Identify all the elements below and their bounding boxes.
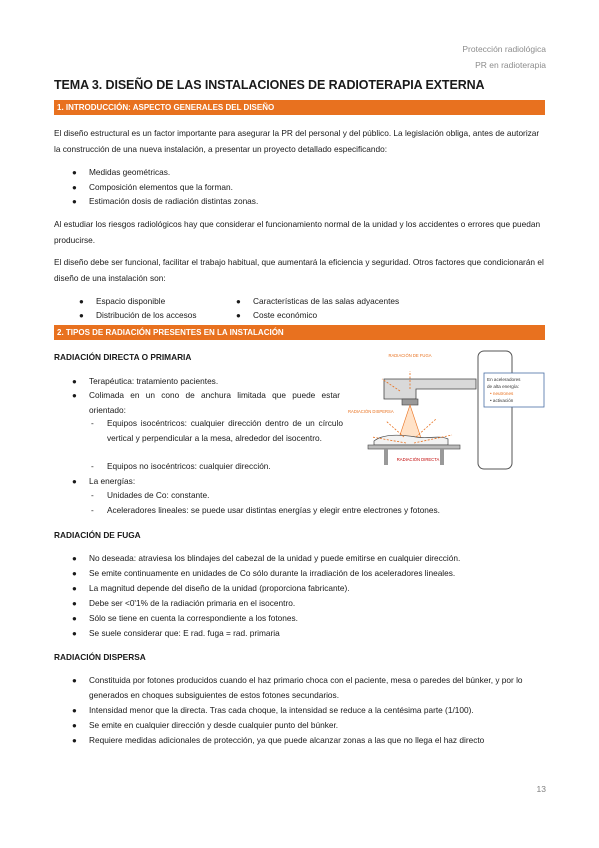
bullet-icon: ● [79,311,84,320]
section-heading-introduccion: 1. INTRODUCCIÓN: ASPECTO GENERALES DEL DISEÑO [54,100,545,115]
sub-list-item: - Equipos isocéntricos: cualquier dirección dentro de un círculo vertical y perpendicular a la mesa, alrededor del isocentro. [91,418,343,443]
bullet-icon: ● [72,599,77,608]
gantry-outline [478,351,512,469]
sub-list-item: - Unidades de Co: constante. [91,490,210,500]
list-item: ● Se emite continuamente en unidades de Co sólo durante la irradiación de los aceleradores lineales. [89,566,455,581]
bullet-icon: ● [72,554,77,563]
list-item: ● Intensidad menor que la directa. Tras cada choque, la intensidad se reduce a la centésima parte (1/100). [89,703,474,718]
info-box-line: • neutrones [490,391,514,396]
page-number: 13 [536,784,546,794]
bullet-icon: ● [79,297,84,306]
subheading-radiacion-fuga: RADIACIÓN DE FUGA [54,530,141,540]
section-heading-tipos-radiacion: 2. TIPOS DE RADIACIÓN PRESENTES EN LA INSTALACIÓN [54,325,545,340]
bullet-icon: ● [72,477,77,486]
list-item: ● La magnitud depende del diseño de la unidad (proporciona fabricante). [89,581,350,596]
subheading-radiacion-dispersa: RADIACIÓN DISPERSA [54,652,146,662]
bullet-icon: ● [72,706,77,715]
couch-leg [384,449,388,465]
info-box-line: de alta energía: [487,384,519,389]
list-item: ● Composición elementos que la forman. [89,180,233,195]
list-item: ● Sólo se tiene en cuenta la correspondiente a los fotones. [89,611,298,626]
info-box-line: En aceleradores [487,377,521,382]
treatment-head [384,379,476,399]
label-fuga: RADIACIÓN DE FUGA [388,353,432,358]
couch-leg [440,449,444,465]
running-header-title: Protección radiológica [462,44,546,54]
list-item: ● Terapéutica: tratamiento pacientes. [89,374,339,389]
bullet-icon: ● [72,569,77,578]
page-title: TEMA 3. DISEÑO DE LAS INSTALACIONES DE RADIOTERAPIA EXTERNA [54,78,485,92]
risk-paragraph: Al estudiar los riesgos radiológicos hay que considerar el funcionamiento normal de la unidad y los accidentes o errores que puedan producirse. [54,219,541,245]
treatment-couch [368,445,460,449]
list-item: ● Estimación dosis de radiación distintas zonas. [89,194,258,209]
bullet-icon: ● [72,629,77,638]
sub-list-item: - Equipos no isocéntricos: cualquier dirección. [91,461,271,471]
list-item: ● Distribución de los accesos [96,308,197,323]
list-item: ● Medidas geométricas. [89,165,170,180]
list-item: ● Se emite en cualquier dirección y desde cualquier punto del búnker. [89,718,338,733]
bullet-icon: ● [72,614,77,623]
bullet-icon: ● [72,391,77,400]
list-item: ● Debe ser <0'1% de la radiación primaria en el isocentro. [89,596,295,611]
running-header-subtitle: PR en radioterapia [475,60,546,70]
bullet-icon: ● [236,311,241,320]
patient [374,435,448,445]
radiation-diagram [344,349,549,471]
bullet-icon: ● [72,736,77,745]
list-item: ● No deseada: atraviesa los blindajes del cabezal de la unidad y puede emitirse en cualquier dirección. [89,551,460,566]
list-item: ● Coste económico [253,308,317,323]
list-item: ● Colimada en un cono de anchura limitada que puede estar orientado: [72,390,340,415]
list-item: ● Se suele considerar que: E rad. fuga = rad. primaria [89,626,280,641]
bullet-icon: ● [72,168,77,177]
label-directa: RADIACIÓN DIRECTA [396,457,440,462]
label-dispersa: RADIACIÓN DISPERSA [348,409,394,414]
bullet-icon: ● [72,721,77,730]
list-item: ● Requiere medidas adicionales de protección, ya que puede alcanzar zonas a las que no llega el haz directo [89,733,484,748]
bullet-icon: ● [72,197,77,206]
design-paragraph: El diseño debe ser funcional, facilitar el trabajo habitual, que aumentará la eficiencia y seguridad. Otros factores que condicionarán el diseño de una instalación son: [54,257,544,283]
list-item: ● Espacio disponible [96,294,165,309]
bullet-icon: ● [236,297,241,306]
sub-list-item: - Aceleradores lineales: se puede usar distintas energías y elegir entre electrones y fotones. [91,505,440,515]
bullet-icon: ● [72,377,77,386]
subheading-radiacion-directa: RADIACIÓN DIRECTA O PRIMARIA [54,352,192,362]
bullet-icon: ● [72,584,77,593]
list-item: ● Características de las salas adyacentes [253,294,399,309]
list-item: ● Constituida por fotones producidos cuando el haz primario choca con el paciente, mesa o paredes del búnker, y por lo generados en choques subsiguientes de estos fotones secundarios. [72,675,523,700]
intro-paragraph: El diseño estructural es un factor importante para asegurar la PR del personal y del público. La legislación obliga, antes de autorizar la construcción de una nueva instalación, a presentar un proyecto detallado especificando: [54,128,540,154]
info-box-line: • activación [490,398,514,403]
list-item: ● La energías: [89,474,135,489]
bullet-icon: ● [72,676,77,685]
bullet-icon: ● [72,183,77,192]
